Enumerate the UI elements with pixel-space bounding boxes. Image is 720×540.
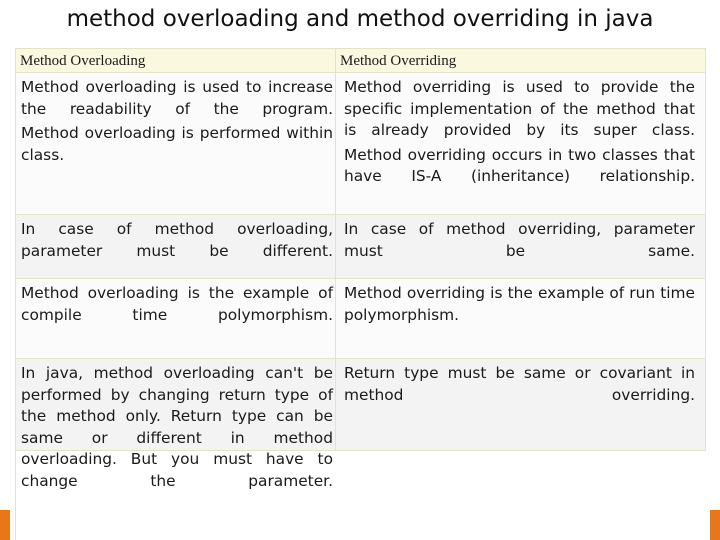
accent-bar-right — [710, 510, 720, 540]
accent-bar-left — [0, 510, 10, 540]
header-method-overriding: Method Overriding — [336, 48, 706, 73]
table-cell-overloading-3: Method overloading is the example of compile time polymorphism. — [16, 279, 336, 359]
table-cell-overriding-4: Return type must be same or covariant in method overriding. — [336, 359, 706, 451]
table-cell-overriding-2: In case of method overriding, parameter must be same. — [336, 215, 706, 279]
table-cell-overriding-1 — [336, 73, 706, 215]
table-cell-overloading-4: In java, method overloading can't be performed by changing return type of the method only. Return type can be same or different in method overloading. But you must have to change the parameter. — [16, 359, 336, 451]
comparison-table — [15, 48, 706, 540]
table-cell-overriding-3: Method overriding is the example of run time polymorphism. — [336, 279, 706, 359]
table-cell-overloading-1 — [16, 73, 336, 215]
cell-text: Method overriding is used to provide the specific implementation of the method that is already provided by its super class. — [344, 78, 695, 139]
header-method-overloading: Method Overloading — [16, 48, 336, 73]
table-cell-overloading-2: In case of method overloading, parameter must be different. — [16, 215, 336, 279]
cell-text: Method overloading is performed within class. — [21, 124, 333, 164]
cell-text: Method overriding occurs in two classes that have IS-A (inheritance) relationship. — [344, 145, 695, 185]
cell-text: Method overloading is used to increase the readability of the program. — [21, 78, 333, 118]
page-title: method overloading and method overriding in java — [66, 6, 654, 32]
